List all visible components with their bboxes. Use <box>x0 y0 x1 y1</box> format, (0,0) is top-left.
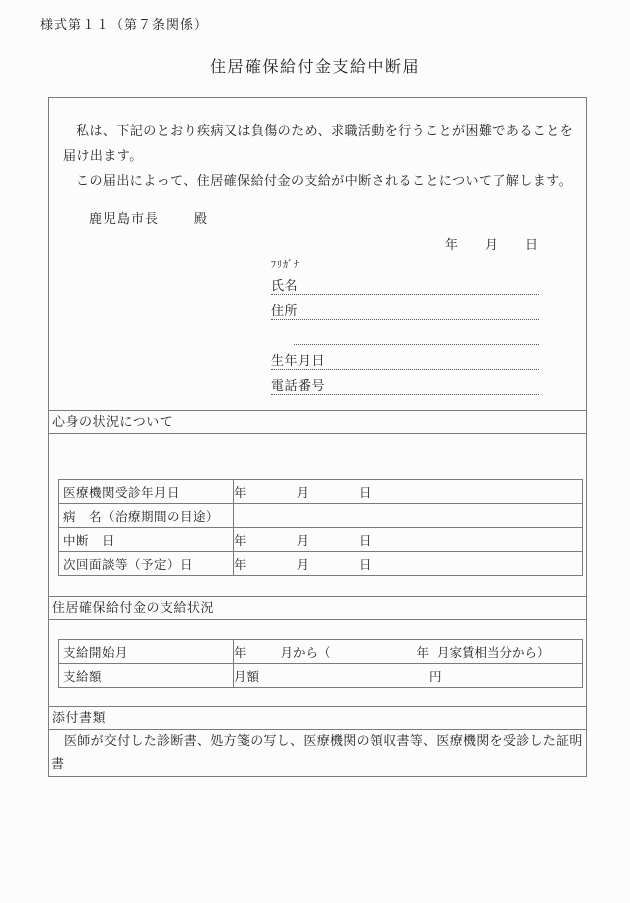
next-interview-date-label: 次回面談等（予定）日 <box>59 552 234 576</box>
suspension-date-label: 中断 日 <box>59 528 234 552</box>
table-row <box>59 552 583 576</box>
disease-name-label: 病 名（治療期間の目途） <box>59 504 234 528</box>
payment-table <box>58 639 583 688</box>
condition-section-header: 心身の状況について <box>49 410 586 434</box>
disease-name-value-cell[interactable] <box>234 504 583 528</box>
month-label: 月 <box>296 557 310 572</box>
exam-date-label: 医療機関受診年月日 <box>59 480 234 504</box>
month-label: 月 <box>296 533 310 548</box>
year-label: 年 <box>416 645 430 660</box>
day-label: 日 <box>359 533 372 548</box>
payment-start-month-label: 支給開始月 <box>59 640 234 664</box>
year-label: 年 <box>234 533 247 548</box>
birthdate-field-label: 生年月日 <box>271 353 326 368</box>
condition-table <box>58 479 583 576</box>
phone-field[interactable] <box>271 370 539 395</box>
date-year-label: 年 <box>444 237 458 252</box>
rent-equivalent-label: 月家賃相当分から） <box>437 645 550 660</box>
table-row <box>59 664 583 688</box>
applicant-fields <box>271 270 539 395</box>
year-label: 年 <box>234 645 247 660</box>
table-row <box>59 480 583 504</box>
birthdate-field[interactable] <box>271 345 539 370</box>
form-outer-box <box>48 97 587 777</box>
date-day-label: 日 <box>524 237 538 252</box>
form-code: 様式第１１（第７条関係） <box>40 17 209 32</box>
address-field-label: 住所 <box>271 303 299 318</box>
year-label: 年 <box>234 485 247 500</box>
addressee-line <box>89 208 208 227</box>
payment-amount-value-cell[interactable] <box>234 664 583 688</box>
attachments-body-text: 医師が交付した診断書、処方箋の写し、医療機関の領収書等、医療機関を受診した証明書 <box>51 733 583 771</box>
next-interview-date-value-cell[interactable] <box>234 552 583 576</box>
day-label: 日 <box>359 485 372 500</box>
payment-amount-label: 支給額 <box>59 664 234 688</box>
payment-start-month-value-cell[interactable] <box>234 640 583 664</box>
year-label: 年 <box>234 557 247 572</box>
exam-date-value-cell[interactable] <box>234 480 583 504</box>
statement-text <box>63 118 574 193</box>
monthly-amount-label: 月額 <box>234 669 260 684</box>
statement-paragraph-1: 私は、下記のとおり疾病又は負傷のため、求職活動を行うことが困難であることを届け出ます。 <box>63 123 574 163</box>
table-row <box>59 528 583 552</box>
month-from-label: 月から（ <box>280 645 331 660</box>
table-row <box>59 640 583 664</box>
attachments-section-header: 添付書類 <box>49 706 586 730</box>
payment-section-header: 住居確保給付金の支給状況 <box>49 596 586 620</box>
address-continuation-field[interactable] <box>294 320 539 345</box>
day-label: 日 <box>359 557 372 572</box>
address-field[interactable] <box>271 295 539 320</box>
name-field-label: 氏名 <box>271 278 299 293</box>
addressee-name: 鹿児島市長 <box>89 211 160 226</box>
addressee-honorific: 殿 <box>194 211 209 226</box>
month-label: 月 <box>296 485 310 500</box>
statement-paragraph-2: この届出によって、住居確保給付金の支給が中断されることについて了解します。 <box>76 173 573 188</box>
phone-field-label: 電話番号 <box>271 378 326 393</box>
date-month-label: 月 <box>484 237 498 252</box>
furigana-label: ﾌﾘｶﾞﾅ <box>271 260 300 271</box>
name-field[interactable] <box>271 270 539 295</box>
yen-label: 円 <box>429 669 442 684</box>
suspension-date-value-cell[interactable] <box>234 528 583 552</box>
document-title: 住居確保給付金支給中断届 <box>209 59 420 76</box>
submission-date-line[interactable] <box>445 234 538 253</box>
table-row <box>59 504 583 528</box>
